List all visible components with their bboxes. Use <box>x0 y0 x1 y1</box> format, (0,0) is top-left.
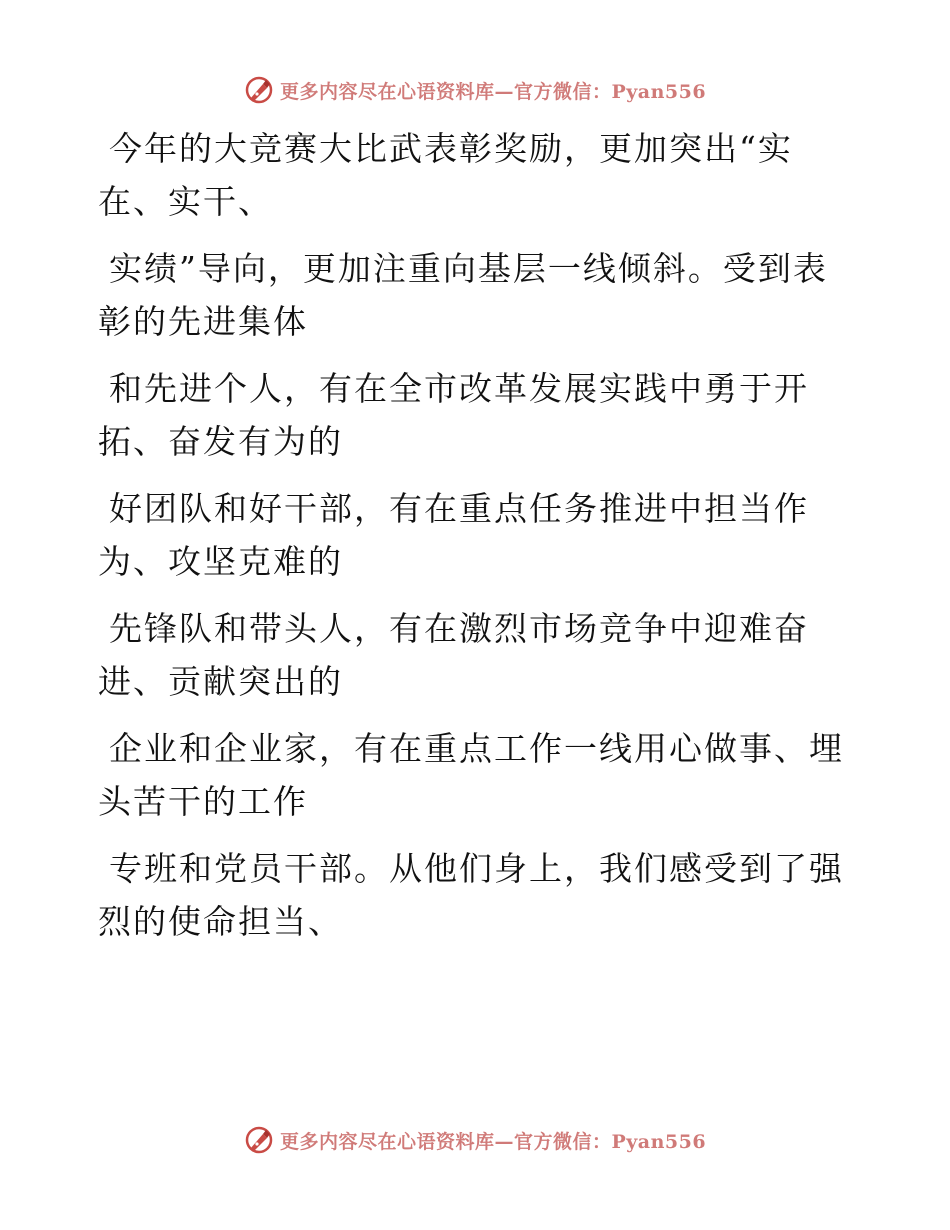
document-body <box>98 122 844 962</box>
header-banner <box>0 70 950 110</box>
pen-nib-logo-icon <box>244 1125 274 1155</box>
paragraph-line: 进、贡献突出的 <box>98 662 343 701</box>
footer-banner-text: 更多内容尽在心语资料库—官方微信：Pyan556 <box>279 1130 707 1153</box>
paragraph-line: 先锋队和带头人，有在激烈市场竞争中迎难奋 <box>109 609 809 648</box>
paragraph-line: 企业和企业家，有在重点工作一线用心做事、埋 <box>109 729 844 768</box>
paragraph <box>98 602 838 708</box>
paragraph-line: 彰的先进集体 <box>98 302 308 341</box>
paragraph-line: 和先进个人，有在全市改革发展实践中勇于开 <box>109 369 809 408</box>
paragraph <box>98 122 838 228</box>
paragraph-line: 专班和党员干部。从他们身上，我们感受到了强 <box>109 849 844 888</box>
paragraph <box>98 842 844 948</box>
paragraph <box>98 482 838 588</box>
header-banner-text: 更多内容尽在心语资料库—官方微信：Pyan556 <box>279 80 707 103</box>
paragraph-line: 烈的使命担当、 <box>98 902 343 941</box>
paragraph-line: 实绩”导向，更加注重向基层一线倾斜。受到表 <box>109 249 828 288</box>
paragraph-line: 在、实干、 <box>98 182 273 221</box>
footer-banner <box>0 1120 950 1160</box>
paragraph-line: 头苦干的工作 <box>98 782 308 821</box>
paragraph <box>98 362 838 468</box>
paragraph <box>98 722 844 828</box>
pen-nib-logo-icon <box>244 75 274 105</box>
paragraph <box>98 242 838 348</box>
paragraph-line: 今年的大竞赛大比武表彰奖励，更加突出“实 <box>109 129 793 168</box>
paragraph-line: 为、攻坚克难的 <box>98 542 343 581</box>
paragraph-line: 好团队和好干部，有在重点任务推进中担当作 <box>109 489 809 528</box>
paragraph-line: 拓、奋发有为的 <box>98 422 343 461</box>
